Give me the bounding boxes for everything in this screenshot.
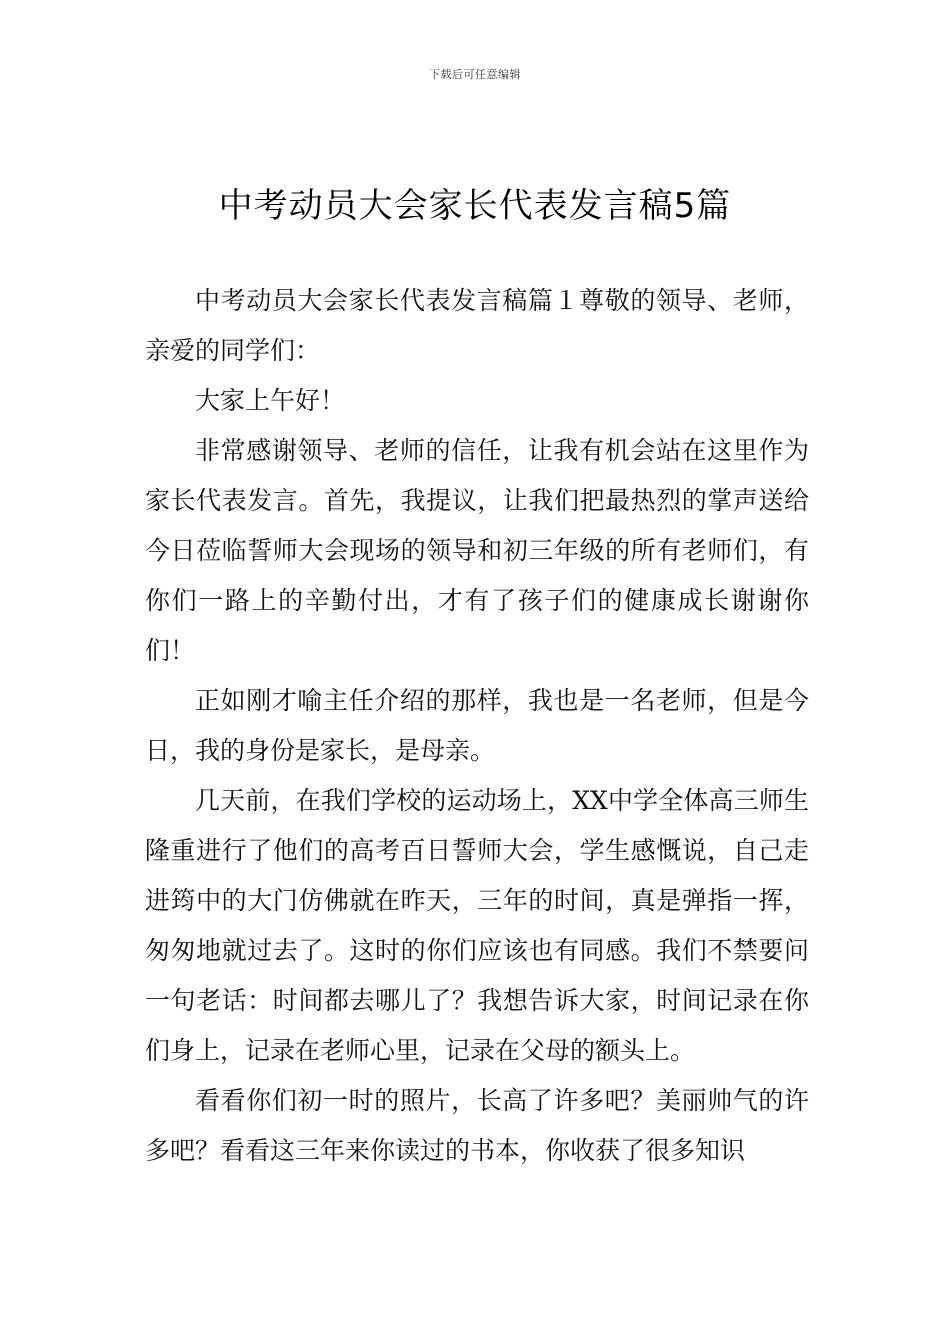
paragraph: 正如刚才喻主任介绍的那样，我也是一名老师，但是今日，我的身份是家长，是母亲。 (145, 686, 809, 765)
header-note: 下载后可任意编辑 (429, 68, 521, 81)
document-title: 中考动员大会家长代表发言稿5篇 (218, 186, 732, 226)
paragraph: 非常感谢领导、老师的信任，让我有机会站在这里作为家长代表发言。首先，我提议，让我们把最热烈的掌声送给今日莅临誓师大会现场的领导和初三年级的所有老师们，有你们一路上的辛勤付出，才有了孩子们的健康成长谢谢你们！ (145, 436, 809, 665)
paragraph: 几天前，在我们学校的运动场上，XX中学全体高三师生隆重进行了他们的高考百日誓师大会，学生感慨说，自己走进筠中的大门仿佛就在昨天，三年的时间，真是弹指一挥，匆匆地就过去了。这时的你们应该也有同感。我们不禁要问一句老话：时间都去哪儿了？我想告诉大家，时间记录在你们身上，记录在老师心里，记录在父母的额头上。 (145, 786, 809, 1065)
paragraph: 大家上午好！ (195, 386, 346, 415)
document-body (145, 276, 809, 1176)
paragraph: 中考动员大会家长代表发言稿篇１尊敬的领导、老师，亲爱的同学们： (145, 286, 809, 365)
paragraph: 看看你们初一时的照片，长高了许多吧？美丽帅气的许多吧？看看这三年来你读过的书本，你收获了很多知识 (145, 1086, 809, 1165)
